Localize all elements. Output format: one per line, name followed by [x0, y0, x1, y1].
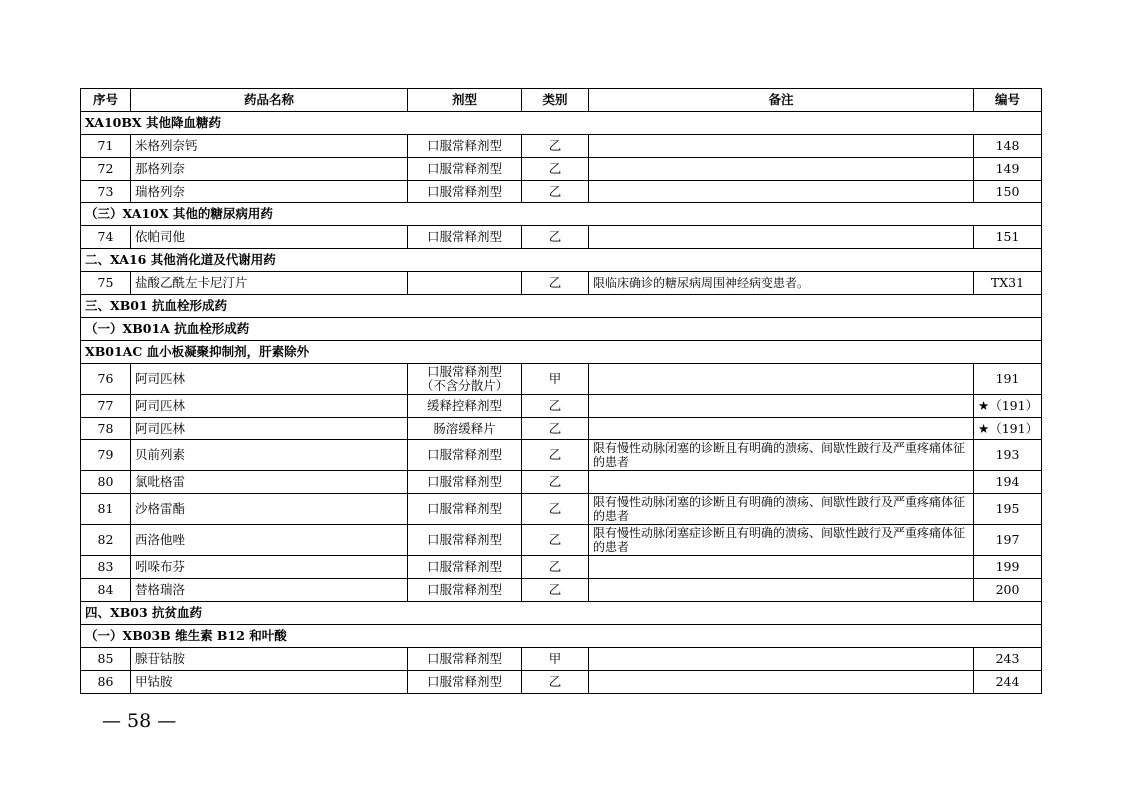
cell-code: 195: [974, 494, 1042, 525]
cell-category: 乙: [522, 417, 589, 440]
table-row: [81, 494, 1042, 525]
cell-category: 乙: [522, 525, 589, 556]
cell-code: 243: [974, 647, 1042, 670]
cell-drug-name: 甲钴胺: [131, 670, 408, 693]
cell-category: 乙: [522, 226, 589, 249]
cell-drug-name: 腺苷钴胺: [131, 647, 408, 670]
cell-form: 口服常释剂型: [408, 226, 522, 249]
cell-form-line2: （不含分散片）: [420, 377, 509, 393]
cell-remark: [589, 417, 974, 440]
section-header-row: [81, 340, 1042, 363]
table-row: [81, 363, 1042, 394]
section-title: 二、XA16 其他消化道及代谢用药: [81, 249, 1042, 272]
cell-drug-name: 氯吡格雷: [131, 471, 408, 494]
header-category: 类别: [522, 89, 589, 112]
header-no: 序号: [81, 89, 131, 112]
table-row: [81, 556, 1042, 579]
table-row: [81, 670, 1042, 693]
cell-form: 口服常释剂型: [408, 180, 522, 203]
cell-form-line1: 口服常释剂型: [426, 363, 502, 379]
cell-form: 肠溶缓释片: [408, 417, 522, 440]
cell-category: 乙: [522, 134, 589, 157]
cell-form: 口服常释剂型: [408, 556, 522, 579]
cell-no: 71: [81, 134, 131, 157]
cell-remark: 限有慢性动脉闭塞症诊断且有明确的溃疡、间歇性跛行及严重疼痛体征的患者: [589, 525, 974, 556]
cell-remark: [589, 134, 974, 157]
table-body: [81, 111, 1042, 693]
cell-no: 80: [81, 471, 131, 494]
cell-remark: [589, 180, 974, 203]
cell-remark: [589, 556, 974, 579]
cell-drug-name: 吲哚布芬: [131, 556, 408, 579]
cell-drug-name: 依帕司他: [131, 226, 408, 249]
section-title: 四、XB03 抗贫血药: [81, 602, 1042, 625]
cell-code: 149: [974, 157, 1042, 180]
section-header-row: [81, 203, 1042, 226]
section-title: 三、XB01 抗血栓形成药: [81, 295, 1042, 318]
cell-no: 74: [81, 226, 131, 249]
cell-category: 甲: [522, 647, 589, 670]
cell-category: 乙: [522, 440, 589, 471]
cell-category: 乙: [522, 579, 589, 602]
cell-code: 197: [974, 525, 1042, 556]
cell-category: 乙: [522, 670, 589, 693]
cell-drug-name: 那格列奈: [131, 157, 408, 180]
table-row: [81, 647, 1042, 670]
cell-form: 口服常释剂型: [408, 579, 522, 602]
header-form: 剂型: [408, 89, 522, 112]
cell-remark: [589, 670, 974, 693]
cell-form: 缓释控释剂型: [408, 394, 522, 417]
cell-category: 乙: [522, 180, 589, 203]
table-row: [81, 417, 1042, 440]
table-row: [81, 471, 1042, 494]
table-row: [81, 394, 1042, 417]
cell-remark: 限有慢性动脉闭塞的诊断且有明确的溃疡、间歇性跛行及严重疼痛体征的患者: [589, 494, 974, 525]
table-row: [81, 226, 1042, 249]
cell-form: 口服常释剂型: [408, 647, 522, 670]
cell-no: 72: [81, 157, 131, 180]
cell-remark: [589, 394, 974, 417]
cell-drug-name: 沙格雷酯: [131, 494, 408, 525]
table-row: [81, 579, 1042, 602]
cell-drug-name: 阿司匹林: [131, 417, 408, 440]
cell-drug-name: 替格瑞洛: [131, 579, 408, 602]
cell-no: 83: [81, 556, 131, 579]
cell-no: 73: [81, 180, 131, 203]
table-row: [81, 272, 1042, 295]
cell-no: 79: [81, 440, 131, 471]
cell-category: 乙: [522, 157, 589, 180]
cell-drug-name: 瑞格列奈: [131, 180, 408, 203]
cell-code: TX31: [974, 272, 1042, 295]
cell-form: 口服常释剂型: [408, 471, 522, 494]
cell-category: 乙: [522, 394, 589, 417]
cell-no: 86: [81, 670, 131, 693]
cell-code: 194: [974, 471, 1042, 494]
cell-drug-name: 盐酸乙酰左卡尼汀片: [131, 272, 408, 295]
drug-list-table: [80, 88, 1042, 694]
table-row: [81, 157, 1042, 180]
section-header-row: [81, 249, 1042, 272]
cell-category: 乙: [522, 494, 589, 525]
cell-drug-name: 西洛他唑: [131, 525, 408, 556]
cell-drug-name: 阿司匹林: [131, 394, 408, 417]
header-code: 编号: [974, 89, 1042, 112]
cell-drug-name: 贝前列素: [131, 440, 408, 471]
section-header-row: [81, 295, 1042, 318]
header-remark: 备注: [589, 89, 974, 112]
header-name: 药品名称: [131, 89, 408, 112]
cell-no: 84: [81, 579, 131, 602]
table-row: [81, 525, 1042, 556]
cell-code: 199: [974, 556, 1042, 579]
cell-code: 200: [974, 579, 1042, 602]
cell-form: 口服常释剂型: [408, 134, 522, 157]
cell-no: 81: [81, 494, 131, 525]
section-title: XA10BX 其他降血糖药: [81, 111, 1042, 134]
cell-form: [408, 272, 522, 295]
cell-drug-name: 米格列奈钙: [131, 134, 408, 157]
cell-form: 口服常释剂型: [408, 670, 522, 693]
cell-code: ★（191）: [974, 417, 1042, 440]
section-title: （一）XB03B 维生素 B12 和叶酸: [81, 625, 1042, 648]
cell-remark: 限临床确诊的糖尿病周围神经病变患者。: [589, 272, 974, 295]
cell-remark: [589, 579, 974, 602]
section-header-row: [81, 625, 1042, 648]
section-title: XB01AC 血小板凝聚抑制剂，肝素除外: [81, 340, 1042, 363]
cell-remark: [589, 363, 974, 394]
cell-no: 85: [81, 647, 131, 670]
table-header-row: [81, 89, 1042, 112]
cell-drug-name: 阿司匹林: [131, 363, 408, 394]
cell-code: 191: [974, 363, 1042, 394]
cell-code: 193: [974, 440, 1042, 471]
cell-form: 口服常释剂型: [408, 494, 522, 525]
cell-no: 78: [81, 417, 131, 440]
cell-form: 口服常释剂型: [408, 440, 522, 471]
cell-form: 口服常释剂型: [408, 157, 522, 180]
cell-remark: [589, 157, 974, 180]
cell-no: 76: [81, 363, 131, 394]
cell-form: 口服常释剂型: [408, 525, 522, 556]
cell-code: 150: [974, 180, 1042, 203]
section-header-row: [81, 602, 1042, 625]
section-header-row: [81, 317, 1042, 340]
cell-remark: [589, 226, 974, 249]
cell-category: 乙: [522, 272, 589, 295]
cell-category: 甲: [522, 363, 589, 394]
section-title: （一）XB01A 抗血栓形成药: [81, 317, 1042, 340]
cell-category: 乙: [522, 556, 589, 579]
cell-no: 75: [81, 272, 131, 295]
cell-code: 151: [974, 226, 1042, 249]
cell-no: 77: [81, 394, 131, 417]
table-row: [81, 440, 1042, 471]
section-title: （三）XA10X 其他的糖尿病用药: [81, 203, 1042, 226]
cell-code: 148: [974, 134, 1042, 157]
table-row: [81, 180, 1042, 203]
table-row: [81, 134, 1042, 157]
cell-code: ★（191）: [974, 394, 1042, 417]
cell-remark: 限有慢性动脉闭塞的诊断且有明确的溃疡、间歇性跛行及严重疼痛体征的患者: [589, 440, 974, 471]
cell-no: 82: [81, 525, 131, 556]
page-number: — 58 —: [102, 710, 177, 732]
cell-code: 244: [974, 670, 1042, 693]
cell-remark: [589, 647, 974, 670]
cell-remark: [589, 471, 974, 494]
cell-form: [408, 363, 522, 394]
cell-category: 乙: [522, 471, 589, 494]
section-header-row: [81, 111, 1042, 134]
